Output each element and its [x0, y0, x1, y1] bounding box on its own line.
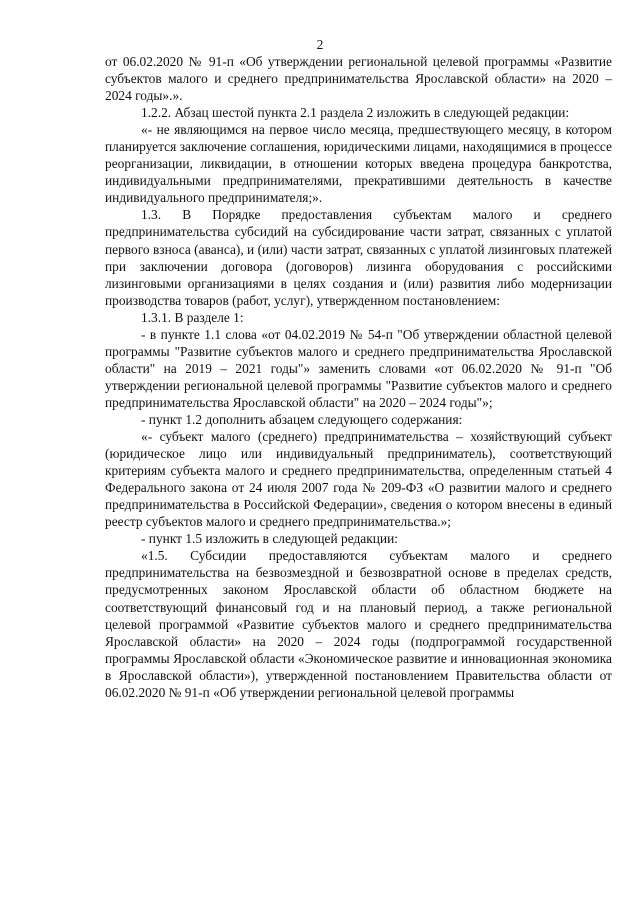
paragraph-8: «- субъект малого (среднего) предпринимательства – хозяйствующий субъект (юридическое лицо или индивидуальный предприниматель), соответствующий критериям субъекта малого и среднего предпринимательства, определенным статьей 4 Федерального закона от 24 июля 2007 года № 209-ФЗ «О развитии малого и среднего предпринимательства в Российской Федерации», сведения о котором внесены в единый реестр субъектов малого и среднего предпринимательства.»;	[105, 429, 612, 530]
paragraph-2: 1.2.2. Абзац шестой пункта 2.1 раздела 2 изложить в следующей редакции:	[141, 105, 570, 121]
paragraph-3: «- не являющимся на первое число месяца, предшествующего месяцу, в котором планируется заключение соглашения, юридическими лицами, находящимися в процессе реорганизации, ликвидации, в отношении которых введена процедура банкротства, индивидуальными предпринимателями, прекратившими деятельность в качестве индивидуального предпринимателя;».	[105, 122, 612, 206]
paragraph-1: от 06.02.2020 № 91-п «Об утверждении региональной целевой программы «Развитие субъектов малого и среднего предпринимательства Ярославской области» на 2020 – 2024 годы».».	[105, 54, 612, 104]
paragraph-4: 1.3. В Порядке предоставления субъектам малого и среднего предпринимательства субсидий на субсидирование части затрат, связанных с уплатой первого взноса (аванса), и (или) части затрат, связанных с уплатой лизинговых платежей при заключении договора (договоров) лизинга оборудования с российскими лизинговыми организациями в целях создания и (или) развития либо модернизации производства товаров (работ, услуг), утвержденном постановлением:	[105, 207, 612, 308]
document-body	[105, 53, 612, 701]
paragraph-7: - пункт 1.2 дополнить абзацем следующего содержания:	[141, 411, 463, 427]
paragraph-6: - в пункте 1.1 слова «от 04.02.2019 № 54-п "Об утверждении областной целевой программы "Развитие субъектов малого и среднего предпринимательства Ярославской области" на 2019 – 2021 годы"» заменить словами «от 06.02.2020 № 91-п "Об утверждении региональной целевой программы "Развитие субъектов малого и среднего предпринимательства Ярославской области" на 2020 – 2024 годы"»;	[105, 326, 612, 410]
paragraph-10: «1.5. Субсидии предоставляются субъектам малого и среднего предпринимательства на безвозмездной и безвозвратной основе в пределах средств, предусмотренных законом Ярославской области об областном бюджете на соответствующий финансовый год и на плановый период, а также региональной целевой программой «Развитие субъектов малого и среднего предпринимательства Ярославской области» на 2020 – 2024 годы (подпрограммой государственной программы Ярославской области «Экономическое развитие и инновационная экономика в Ярославской области»), утвержденной постановлением Правительства области от 06.02.2020 № 91-п «Об утверждении региональной целевой программы	[105, 548, 612, 700]
paragraph-5: 1.3.1. В разделе 1:	[141, 309, 244, 325]
paragraph-9: - пункт 1.5 изложить в следующей редакции:	[141, 531, 398, 547]
page-number: 2	[316, 37, 324, 52]
